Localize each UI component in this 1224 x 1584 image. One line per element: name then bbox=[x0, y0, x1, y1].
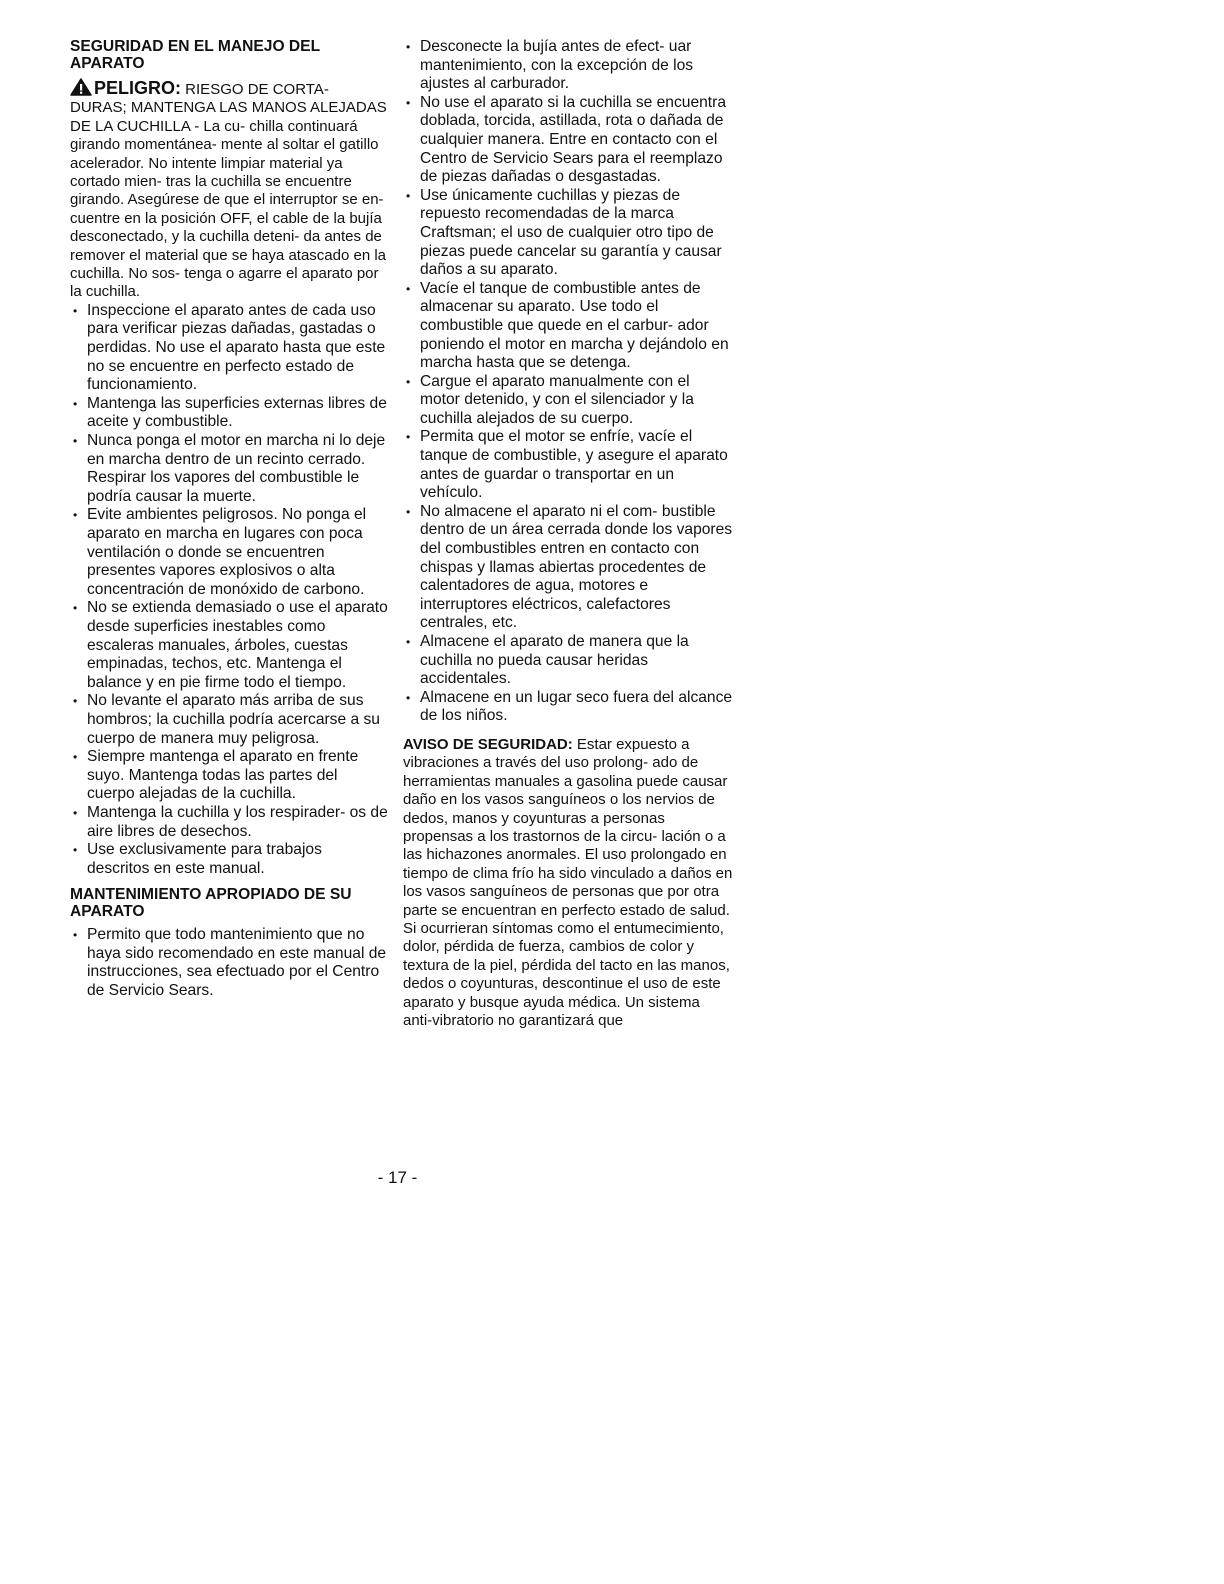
list-item: • Cargue el aparato manualmente con el motor detenido, y con el silenciador y la cuchilla alejados de su cuerpo. bbox=[403, 373, 733, 429]
maintenance-heading: MANTENIMIENTO APROPIADO DE SU APARATO bbox=[70, 886, 352, 921]
right-column bbox=[403, 38, 733, 1030]
danger-label: PELIGRO: bbox=[94, 78, 182, 98]
list-item: • Mantenga la cuchilla y los respirader- os de aire libres de desechos. bbox=[70, 804, 388, 841]
safety-notice-label: AVISO DE SEGURIDAD: bbox=[403, 735, 573, 753]
list-item: • No levante el aparato más arriba de sus hombros; la cuchilla podría acercarse a su cuerpo de manera muy peligrosa. bbox=[70, 692, 388, 748]
list-item: • No se extienda demasiado o use el aparato desde superficies inestables como escaleras manuales, árboles, cuestas empinadas, techos, etc. Mantenga el balance y en pie firme todo el tiempo. bbox=[70, 599, 388, 692]
warning-triangle-icon bbox=[70, 78, 92, 96]
left-column bbox=[70, 38, 388, 1001]
list-item: • Desconecte la bujía antes de efect- uar mantenimiento, con la excepción de los ajustes al carburador. bbox=[403, 38, 733, 94]
list-item: • Vacíe el tanque de combustible antes de almacenar su aparato. Use todo el combustible que quede en el carbur- ador poniendo el motor en marcha y dejándolo en marcha hasta que se detenga. bbox=[403, 280, 733, 373]
danger-paragraph bbox=[70, 78, 388, 302]
safety-heading: SEGURIDAD EN EL MANEJO DEL APARATO bbox=[70, 38, 320, 72]
list-item: • Permito que todo mantenimiento que no haya sido recomendado en este manual de instrucciones, sea efectuado por el Centro de Servicio Sears. bbox=[70, 926, 388, 1000]
list-item: • Inspeccione el aparato antes de cada uso para verificar piezas dañadas, gastadas o perdidas. No use el aparato hasta que este no se encuentre en perfecto estado de funcionamiento. bbox=[70, 302, 388, 395]
list-item: • Almacene el aparato de manera que la cuchilla no pueda causar heridas accidentales. bbox=[403, 633, 733, 689]
list-item: • Use exclusivamente para trabajos descritos en este manual. bbox=[70, 841, 388, 878]
danger-text: RIESGO DE CORTA- DURAS; MANTENGA LAS MANOS ALEJADAS DE LA CUCHILLA - La cu- chilla continuará girando momentánea- mente al soltar el gatillo acelerador. No intente limpiar material ya cortado mien- tras la cuchilla se encuentre girando. Asegúrese de que el interruptor se en- cuentre en la posición OFF, el cable de la bujía desconectado, y la cuchilla deteni- da antes de remover el material que se haya atascado en la cuchilla. No sos- tenga o agarre el aparato por la cuchilla. bbox=[70, 81, 387, 301]
list-item: • No almacene el aparato ni el com- bustible dentro de un área cerrada donde los vapores del combustibles entren en contacto con chispas y llamas abiertas procedentes de calentadores de agua, motores e interruptores eléctricos, calefactores centrales, etc. bbox=[403, 503, 733, 633]
safety-bullet-list bbox=[70, 302, 388, 878]
safety-notice-text: Estar expuesto a vibraciones a través del uso prolong- ado de herramientas manuales a gasolina puede causar daño en los vasos sanguíneos o los nervios de dedos, manos y coyunturas a personas propensas a los trastornos de la circu- lación o a las hichazones anormales. El uso prolongado en tiempo de clima frío ha sido vinculado a daños en los vasos sanguíneos de personas que por otra parte se encuentran en perfecto estado de salud. Si ocurrieran síntomas como el entumecimiento, dolor, pérdida de fuerza, cambios de color y textura de la piel, pérdida del tacto en las manos, dedos o coyunturas, descontinue el uso de este aparato y busque ayuda médica. Un sistema anti-vibratorio no garantizará que bbox=[403, 735, 733, 1030]
maintenance-continued-list bbox=[403, 38, 733, 726]
list-item: • Mantenga las superficies externas libres de aceite y combustible. bbox=[70, 395, 388, 432]
list-item: • Evite ambientes peligrosos. No ponga el aparato en marcha en lugares con poca ventilación o donde se encuentren presentes vapores explosivos o alta concentración de monóxido de carbono. bbox=[70, 506, 388, 599]
list-item: • Use únicamente cuchillas y piezas de repuesto recomendadas de la marca Craftsman; el uso de cualquier otro tipo de piezas puede cancelar su garantía y causar daños a su aparato. bbox=[403, 187, 733, 280]
list-item: • No use el aparato si la cuchilla se encuentra doblada, torcida, astillada, rota o dañada de cualquier manera. Entre en contacto con el Centro de Servicio Sears para el reemplazo de piezas dañadas o desgastadas. bbox=[403, 94, 733, 187]
list-item: • Almacene en un lugar seco fuera del alcance de los niños. bbox=[403, 689, 733, 726]
list-item: • Siempre mantenga el aparato en frente suyo. Mantenga todas las partes del cuerpo alejadas de la cuchilla. bbox=[70, 748, 388, 804]
page-number: - 17 - bbox=[377, 1168, 418, 1187]
safety-notice-paragraph bbox=[403, 736, 733, 1031]
maintenance-bullet-list bbox=[70, 926, 388, 1000]
list-item: • Permita que el motor se enfríe, vacíe el tanque de combustible, y asegure el aparato antes de guardar o transportar en un vehículo. bbox=[403, 428, 733, 502]
list-item: • Nunca ponga el motor en marcha ni lo deje en marcha dentro de un recinto cerrado. Respirar los vapores del combustible le podría causar la muerte. bbox=[70, 432, 388, 506]
